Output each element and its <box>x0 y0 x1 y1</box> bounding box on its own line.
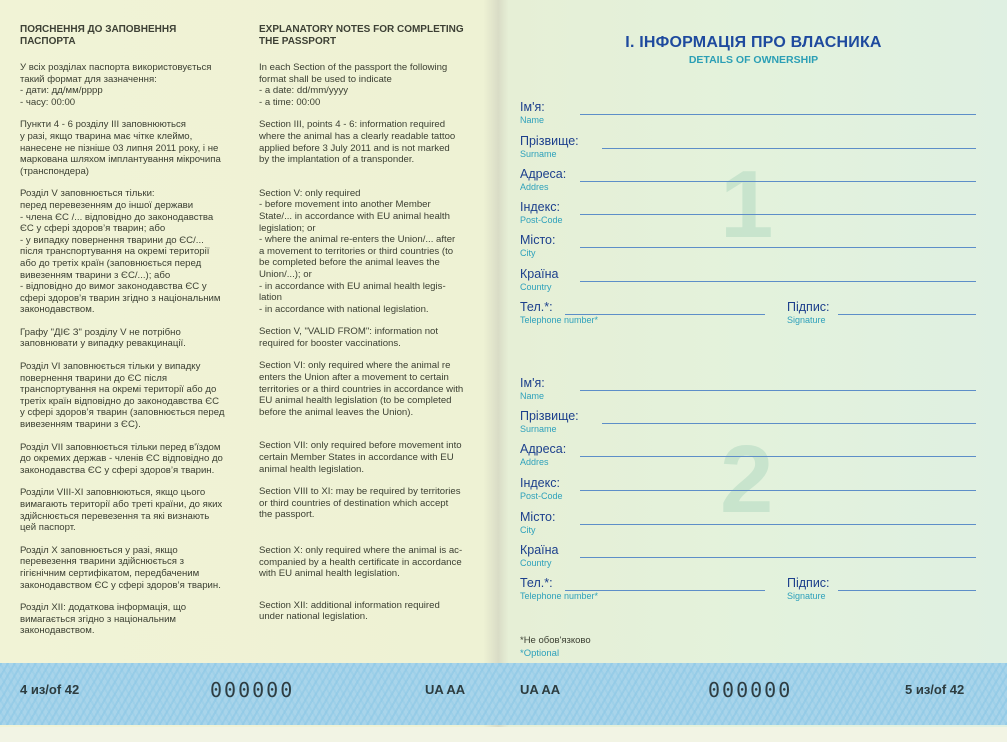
ua-note: Графу "ДІЄ З" розділу V не потрібно заповнювати у випадку ревакцинації. <box>20 326 186 350</box>
field-sublabel: Surname <box>520 149 557 159</box>
optional-note-en: *Optional <box>520 648 560 659</box>
ua-note: Розділи VIII-XI заповнюються, якщо цього вимагають території або треті країни, до яких здійснюється перевезення та які визнають цей паспорт. <box>20 487 223 534</box>
ua-note: Розділ VII заповнюється тільки перед в'їздом до окремих держав - членів ЄС відповідно до законодавства ЄС у сфері здоров’я тварин. <box>20 441 223 476</box>
field-sublabel: Name <box>520 115 545 125</box>
field-label: Прізвище: <box>520 134 579 148</box>
owner-2-country-field[interactable] <box>520 543 976 575</box>
phone-underline <box>565 314 765 315</box>
owner-1-watermark-number: 1 <box>720 151 774 258</box>
left-page-explanatory-notes <box>0 0 500 742</box>
field-label: Країна <box>520 267 559 281</box>
phone-sublabel: Telephone number* <box>520 591 599 601</box>
field-sublabel: Surname <box>520 424 557 434</box>
en-note: In each Section of the passport the following format shall be used to indicate - a date: dd/mm/yyyy - a time: 00:00 <box>259 62 448 108</box>
ua-note: У всіх розділах паспорта використовується такий формат для зазначення: - дати: дд/мм/рррр - часу: 00:00 <box>20 62 212 108</box>
owner-1-postcode-field[interactable] <box>520 200 976 232</box>
phone-underline <box>565 590 765 591</box>
owner-2-watermark-number: 2 <box>720 426 774 533</box>
field-sublabel: Addres <box>520 182 549 192</box>
right-serial-number: 000000 <box>708 678 793 702</box>
phone-sublabel: Telephone number* <box>520 315 599 325</box>
owner-2-postcode-field[interactable] <box>520 476 976 508</box>
field-sublabel: Addres <box>520 457 549 467</box>
owner-2-address-field[interactable] <box>520 442 976 474</box>
owner-1-country-field[interactable] <box>520 267 976 299</box>
field-underline <box>580 247 976 248</box>
field-label: Індекс: <box>520 200 560 214</box>
field-label: Ім'я: <box>520 376 545 390</box>
owner-1-phone-signature-row[interactable] <box>520 300 976 332</box>
owner-2-city-field[interactable] <box>520 510 976 542</box>
en-note: Section III, points 4 - 6: information required where the animal has a clearly readable tattoo applied before 3 July 2011 and is not marked by the implantation of a transponder. <box>259 119 456 166</box>
field-underline <box>580 490 976 491</box>
owner-2-surname-field[interactable] <box>520 409 976 441</box>
field-underline <box>580 557 976 558</box>
signature-label: Підпис: <box>787 576 830 590</box>
en-note: Section VIII to XI: may be required by territories or third countries of destination which accept the passport. <box>259 486 461 521</box>
field-sublabel: Post-Code <box>520 215 563 225</box>
left-country-code: UA AA <box>425 682 466 697</box>
field-label: Ім'я: <box>520 100 545 114</box>
field-label: Індекс: <box>520 476 560 490</box>
left-serial-number: 000000 <box>210 678 295 702</box>
field-underline <box>580 281 976 282</box>
bottom-margin <box>0 727 1007 742</box>
ua-notes-title: ПОЯСНЕННЯ ДО ЗАПОВНЕННЯ ПАСПОРТА <box>20 24 177 47</box>
owner-2-phone-signature-row[interactable] <box>520 576 976 608</box>
field-underline <box>580 524 976 525</box>
ua-note: Розділ X заповнюється у разі, якщо перевезення тварини здійснюється з гігієнічним сертифікатом, передбаченим законодавством ЄС у сфері здоров’я тварин. <box>20 544 221 591</box>
en-note: Section V: only required - before movement into another Member State/... in accordance with EU animal health legislation; or - where the animal re-enters the Union/... after a movement to territories or third countries (to be completed before the animal leaves the Union/...); or - in accordance with EU animal health legis- lation - in accordance with national legislation. <box>259 187 456 315</box>
signature-label: Підпис: <box>787 300 830 314</box>
field-label: Адреса: <box>520 167 567 181</box>
field-underline <box>580 456 976 457</box>
owner-1-name-field[interactable] <box>520 100 976 132</box>
field-sublabel: Name <box>520 391 545 401</box>
optional-footnote <box>520 634 591 660</box>
signature-sublabel: Signature <box>787 315 826 325</box>
owner-1-surname-field[interactable] <box>520 134 976 166</box>
field-sublabel: City <box>520 248 536 258</box>
signature-underline <box>838 590 976 591</box>
en-note: Section V, "VALID FROM": information not required for booster vaccinations. <box>259 326 439 349</box>
ua-note: Розділ V заповнюється тільки: перед перевезенням до іншої держави - члена ЄС /... відповідно до законодавства ЄС у сфері здоров’я тварин; або - у випадку повернення тварини до ЄС/... після транспортування на окремі території або до третіх країн (заповнюється перед вивезенням тварини з ЄС/...); або - відповідно до вимог законодавства ЄС у сфері здоров’я тварин згідно з національним законодавством. <box>20 188 221 316</box>
field-underline <box>602 148 976 149</box>
field-label: Місто: <box>520 233 556 247</box>
field-sublabel: Country <box>520 282 552 292</box>
owner-1-city-field[interactable] <box>520 233 976 265</box>
right-page-owner-details <box>500 0 1007 742</box>
field-underline <box>602 423 976 424</box>
right-country-code: UA AA <box>520 682 561 697</box>
en-note: Section XII: additional information required under national legislation. <box>259 599 440 623</box>
en-notes-title: EXPLANATORY NOTES FOR COMPLETING THE PASSPORT <box>259 24 464 47</box>
en-note: Section VI: only required where the animal re enters the Union after a movement to certain territories or a third countries in accordance with EU animal health legislation (to be completed before the animal leaves the Union). <box>259 360 464 418</box>
field-underline <box>580 390 976 391</box>
field-label: Країна <box>520 543 559 557</box>
en-notes-column <box>259 24 479 634</box>
ua-note: Розділ VI заповнюється тільки у випадку повернення тварини до ЄС після транспортування на окремі території або до третіх країн відповідно до законодавства ЄС у сфері здоров’я тварин (заповнюється перед вивезенням тварини з ЄС). <box>20 361 225 431</box>
section-title: I. ІНФОРМАЦІЯ ПРО ВЛАСНИКА <box>625 34 882 51</box>
field-sublabel: Country <box>520 558 552 568</box>
field-label: Прізвище: <box>520 409 579 423</box>
section-subtitle: DETAILS OF OWNERSHIP <box>688 54 819 66</box>
field-sublabel: City <box>520 525 536 535</box>
ua-notes-column <box>20 24 248 648</box>
field-label: Адреса: <box>520 442 567 456</box>
field-sublabel: Post-Code <box>520 491 563 501</box>
signature-underline <box>838 314 976 315</box>
field-underline <box>580 114 976 115</box>
ua-note: Пункти 4 - 6 розділу III заповнюються у разі, якщо тварина має чітке клеймо, нанесене не пізніше 03 липня 2011 року, і не маркована шляхом імплантування мікрочипа (транспондера) <box>20 119 221 177</box>
ua-note: Розділ XII: додаткова інформація, що вимагається згідно з національним законодавством. <box>20 602 187 637</box>
field-label: Місто: <box>520 510 556 524</box>
signature-sublabel: Signature <box>787 591 826 601</box>
field-underline <box>580 181 976 182</box>
left-page-number: 4 из/of 42 <box>20 682 80 697</box>
right-page-number: 5 из/of 42 <box>905 682 965 697</box>
optional-note-ua: *Не обов'язково <box>520 635 591 646</box>
owner-1-address-field[interactable] <box>520 167 976 199</box>
en-note: Section VII: only required before movement into certain Member States in accordance with EU animal health legislation. <box>259 440 462 475</box>
en-note: Section X: only required where the animal is ac- companied by a health certificate in accordance with EU animal health legislation. <box>259 545 463 580</box>
phone-label: Тел.*: <box>520 576 553 590</box>
field-underline <box>580 214 976 215</box>
phone-label: Тел.*: <box>520 300 553 314</box>
owner-2-name-field[interactable] <box>520 376 976 408</box>
